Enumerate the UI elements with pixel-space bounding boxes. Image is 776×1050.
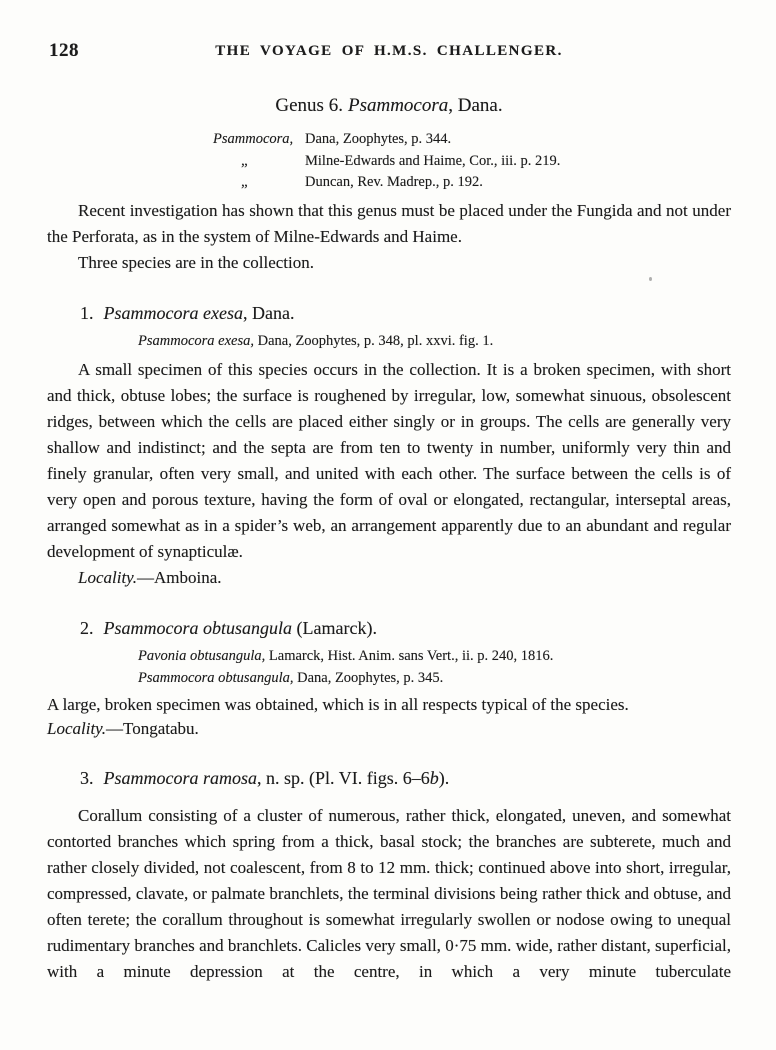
locality-label: Locality.: [47, 719, 107, 738]
species-authority: , Dana.: [242, 302, 295, 323]
scan-speck: [649, 277, 652, 281]
species-synonymy-list: [138, 646, 731, 689]
synonymy-row: [213, 151, 731, 173]
synonym-reference: Lamarck, Hist. Anim. sans Vert., ii. p. 240, 1816.: [268, 648, 554, 664]
page-number: 128: [49, 40, 79, 61]
locality-value: —Amboina.: [137, 568, 222, 587]
species-section-1: [47, 303, 731, 592]
synonym-reference: Dana, Zoophytes, p. 345.: [297, 669, 444, 686]
synonym-reference: Milne-Edwards and Haime, Cor., iii. p. 219.: [305, 152, 561, 169]
species-tail: , n. sp. (Pl. VI. figs. 6–6: [257, 768, 430, 788]
species-tail-end: ).: [438, 768, 450, 788]
species-name: Psammocora obtusangula: [103, 618, 292, 638]
locality-label: Locality.: [78, 568, 138, 587]
page-header: [47, 40, 731, 64]
species-name: Psammocora ramosa: [103, 768, 258, 788]
synonymy-row: [138, 331, 731, 353]
species-heading: [80, 303, 731, 324]
species-number: 2.: [80, 618, 94, 638]
species-synonymy-list: [138, 331, 731, 353]
genus-paragraph: Recent investigation has shown that this genus must be placed under the Fungida and not under the Perforata, as in the system of Milne-Edwards and Haime.: [47, 200, 731, 246]
genus-label: Genus 6.: [275, 95, 343, 116]
ditto-mark: „: [241, 174, 248, 190]
genus-paragraph: Three species are in the collection.: [78, 252, 314, 272]
synonymy-row: [138, 668, 731, 690]
locality-line: [47, 565, 731, 591]
species-number: 1.: [80, 302, 94, 323]
synonymy-row: [213, 172, 731, 194]
species-number: 3.: [80, 768, 94, 788]
ditto-mark: „: [241, 152, 248, 169]
synonym-reference: Dana, Zoophytes, p. 348, pl. xxvi. fig. 1.: [257, 332, 494, 349]
species-name: Psammocora exesa: [103, 302, 243, 323]
locality-value: —Tongatabu.: [106, 719, 199, 738]
genus-heading: [47, 95, 731, 117]
synonym-reference: Dana, Zoophytes, p. 344.: [305, 131, 452, 147]
species-section-2: [47, 618, 731, 741]
synonymy-row: [213, 129, 731, 151]
figure-letter: b: [429, 768, 439, 788]
species-description: A small specimen of this species occurs in the collection. It is a broken specimen, with short and thick, obtuse lobes; the surface is roughened by irregular, low, somewhat sinuous, obsolescent ridges, between which the cells are placed either singly or in groups. The cells are generally very shallow and indistinct; and the septa are from ten to twenty in number, uniformly very thin and finely granular, often very small, and united with each other. The surface between the cells is of very open and porous texture, having the form of oval or elongated, rectangular, interseptal areas, arranged somewhat as in a spider’s web, an arrangement apparently due to an abundant and regular development of synapticulæ.: [47, 360, 731, 561]
species-description: Corallum consisting of a cluster of numerous, rather thick, elongated, uneven, and somewhat contorted branches which spring from a thick, basal stock; the branches are subterete, much and rather closely divided, not coalescent, from 8 to 12 mm. thick; continued above into short, irregular, compressed, clavate, or palmate branchlets, the terminal divisions being rather thick and obtuse, and often terete; the corallum throughout is somewhat irregularly swollen or nodose owing to unequal rudimentary branches and branchlets. Calicles very small, 0·75 mm. wide, rather distant, superficial, with a minute depression at the centre, in which a very minute tuberculate: [47, 806, 731, 981]
species-heading: [80, 768, 731, 789]
synonym-name: Psammocora exesa,: [138, 332, 254, 349]
genus-authority: , Dana.: [448, 95, 503, 116]
species-description: A large, broken specimen was obtained, which is in all respects typical of the species.: [47, 695, 629, 714]
species-section-3: [47, 768, 731, 985]
locality-line: [47, 717, 731, 741]
genus-synonymy-list: [213, 129, 731, 194]
genus-name: Psammocora: [347, 95, 449, 116]
synonym-reference: Duncan, Rev. Madrep., p. 192.: [305, 174, 483, 190]
synonym-name: Pavonia obtusangula,: [138, 648, 266, 664]
species-authority: (Lamarck).: [292, 618, 377, 638]
synonymy-row: [138, 646, 731, 668]
species-plate-reference: [257, 768, 449, 788]
synonym-name: Psammocora,: [213, 131, 294, 147]
synonym-name: Psammocora obtusangula,: [138, 669, 294, 686]
species-heading: [80, 618, 731, 639]
running-title: THE VOYAGE OF H.M.S. CHALLENGER.: [215, 43, 563, 59]
